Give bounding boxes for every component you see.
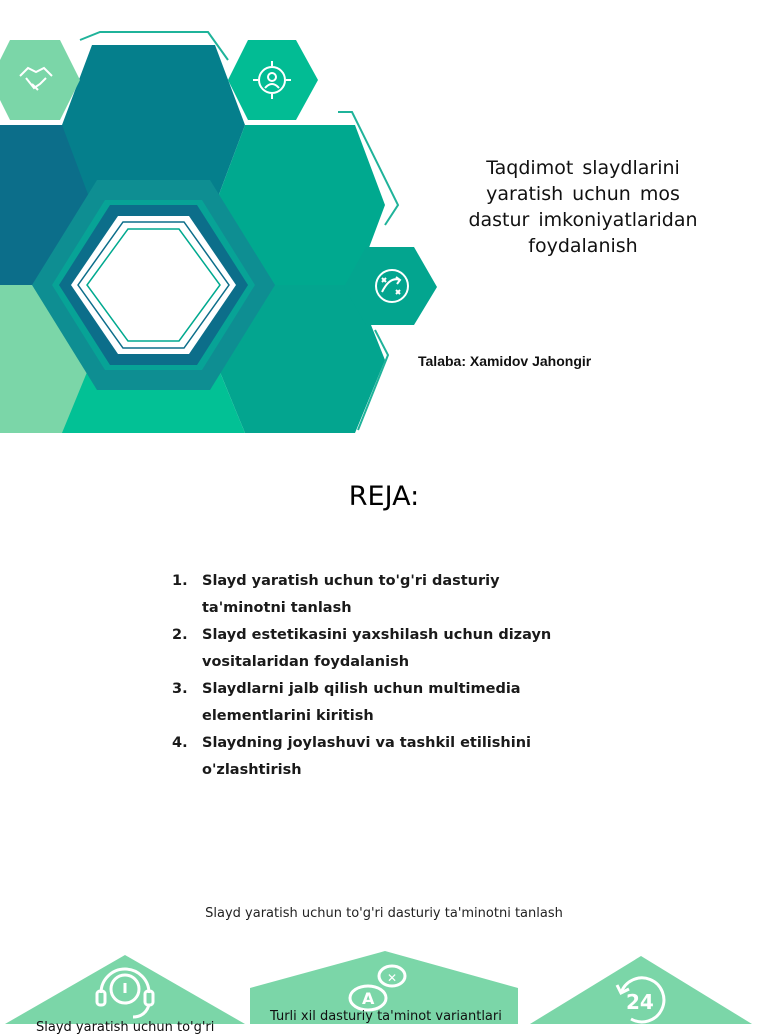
plan-item <box>172 730 572 783</box>
plan-item-text: Slayd yaratish uchun to'g'ri dasturiy ta'minotni tanlash <box>202 573 500 616</box>
plan-item <box>172 568 572 621</box>
svg-text:A: A <box>362 989 375 1008</box>
plan-item-number: 3. <box>172 681 188 697</box>
section-heading: Slayd yaratish uchun to'g'ri dasturiy ta'minotni tanlash <box>205 906 563 921</box>
plan-item-text: Slaydning joylashuvi va tashkil etilishini o'zlashtirish <box>202 735 531 778</box>
plan-item-text: Slayd estetikasini yaxshilash uchun dizayn vositalaridan foydalanish <box>202 627 552 670</box>
plan-item <box>172 676 572 729</box>
title-slide <box>0 0 768 433</box>
presentation-title: Taqdimot slaydlarini yaratish uchun mos dastur imkoniyatlaridan foydalanish <box>468 157 698 257</box>
card-text-middle: Turli xil dasturiy ta'minot variantlari <box>270 1009 502 1024</box>
plan-item-text: Slaydlarni jalb qilish uchun multimedia elementlarini kiritish <box>202 681 521 724</box>
plan-heading: REJA: <box>348 481 420 512</box>
svg-text:✕: ✕ <box>387 971 398 985</box>
plan-item-number: 4. <box>172 735 188 751</box>
student-name: Talaba: Xamidov Jahongir <box>418 353 592 369</box>
plan-list <box>172 568 572 784</box>
plan-item <box>172 622 572 675</box>
svg-text:24: 24 <box>626 990 654 1014</box>
plan-item-number: 2. <box>172 627 188 643</box>
card-text-left: Slayd yaratish uchun to'g'ri <box>36 1020 215 1035</box>
handshake-icon-hex <box>0 40 80 120</box>
software-slide <box>0 868 768 1035</box>
plan-slide <box>0 433 768 868</box>
card-shapes <box>0 868 768 1024</box>
plan-item-number: 1. <box>172 573 188 589</box>
